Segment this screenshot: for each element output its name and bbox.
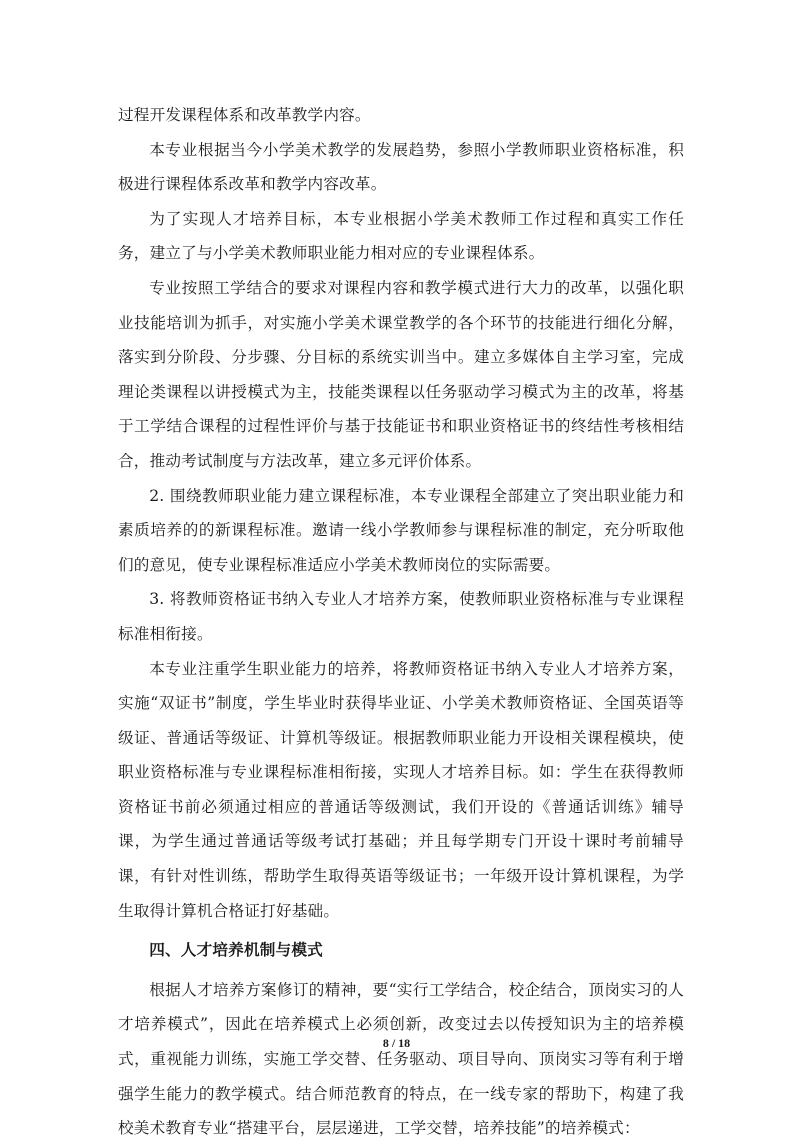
paragraph-continuation: 过程开发课程体系和改革教学内容。 xyxy=(118,106,371,124)
paragraph-training-goal: 为了实现人才培养目标，本专业根据小学美术教师工作过程和真实工作任务，建立了与小学美术教师职业能力相对应的专业课程体系。 xyxy=(118,209,684,263)
section-heading: 四、人才培养机制与模式 xyxy=(149,941,323,960)
page-number: 8 / 18 xyxy=(382,1036,411,1050)
paragraph-curriculum-reform: 本专业根据当今小学美术教学的发展趋势，参照小学教师职业资格标准，积极进行课程体系改革和教学内容改革。 xyxy=(118,140,684,194)
paragraph-training-model: 根据人才培养方案修订的精神，要“实行工学结合，校企结合，顶岗实习的人才培养模式”，因此在培养模式上必须创新，改变过去以传授知识为主的培养模式，重视能力训练，实施工学交替、任务驱动、项目导向、顶岗实习等有利于增强学生能力的教学模式。结合师范教育的特点，在一线专家的帮助下，构建了我校美术教育专业“搭建平台，层层递进，工学交替，培养技能”的培养模式： xyxy=(118,980,684,1138)
document-body xyxy=(118,98,684,1146)
paragraph-certificate-integration: 3. 将教师资格证书纳入专业人才培养方案，使教师职业资格标准与专业课程标准相衔接。 xyxy=(118,590,684,643)
paragraph-dual-certificate: 本专业注重学生职业能力的培养，将教师资格证书纳入专业人才培养方案，实施“双证书”制度，学生毕业时获得毕业证、小学美术教师资格证、全国英语等级证、普通话等级证、计算机等级证。根据教师职业能力开设相关课程模块，使职业资格标准与专业课程标准相衔接，实现人才培养目标。如：学生在获得教师资格证书前必须通过相应的普通话等级测试，我们开设的《普通话训练》辅导课，为学生通过普通话等级考试打基础；并且每学期专门开设十课时考前辅导课，有针对性训练，帮助学生取得英语等级证书；一年级开设计算机课程，为学生取得计算机合格证打好基础。 xyxy=(118,659,684,920)
paragraph-teaching-mode-reform: 专业按照工学结合的要求对课程内容和教学模式进行大力的改革，以强化职业技能培训为抓手，对实施小学美术课堂教学的各个环节的技能进行细化分解，落实到分阶段、分步骤、分目标的系统实训当中。建立多媒体自主学习室，完成理论类课程以讲授模式为主，技能类课程以任务驱动学习模式为主的改革，将基于工学结合课程的过程性评价与基于技能证书和职业资格证书的终结性考核相结合，推动考试制度与方法改革，建立多元评价体系。 xyxy=(118,278,684,470)
paragraph-course-standards: 2. 围绕教师职业能力建立课程标准，本专业课程全部建立了突出职业能力和素质培养的的新课程标准。邀请一线小学教师参与课程标准的制定，充分听取他们的意见，使专业课程标准适应小学美术教师岗位的实际需要。 xyxy=(118,486,684,574)
